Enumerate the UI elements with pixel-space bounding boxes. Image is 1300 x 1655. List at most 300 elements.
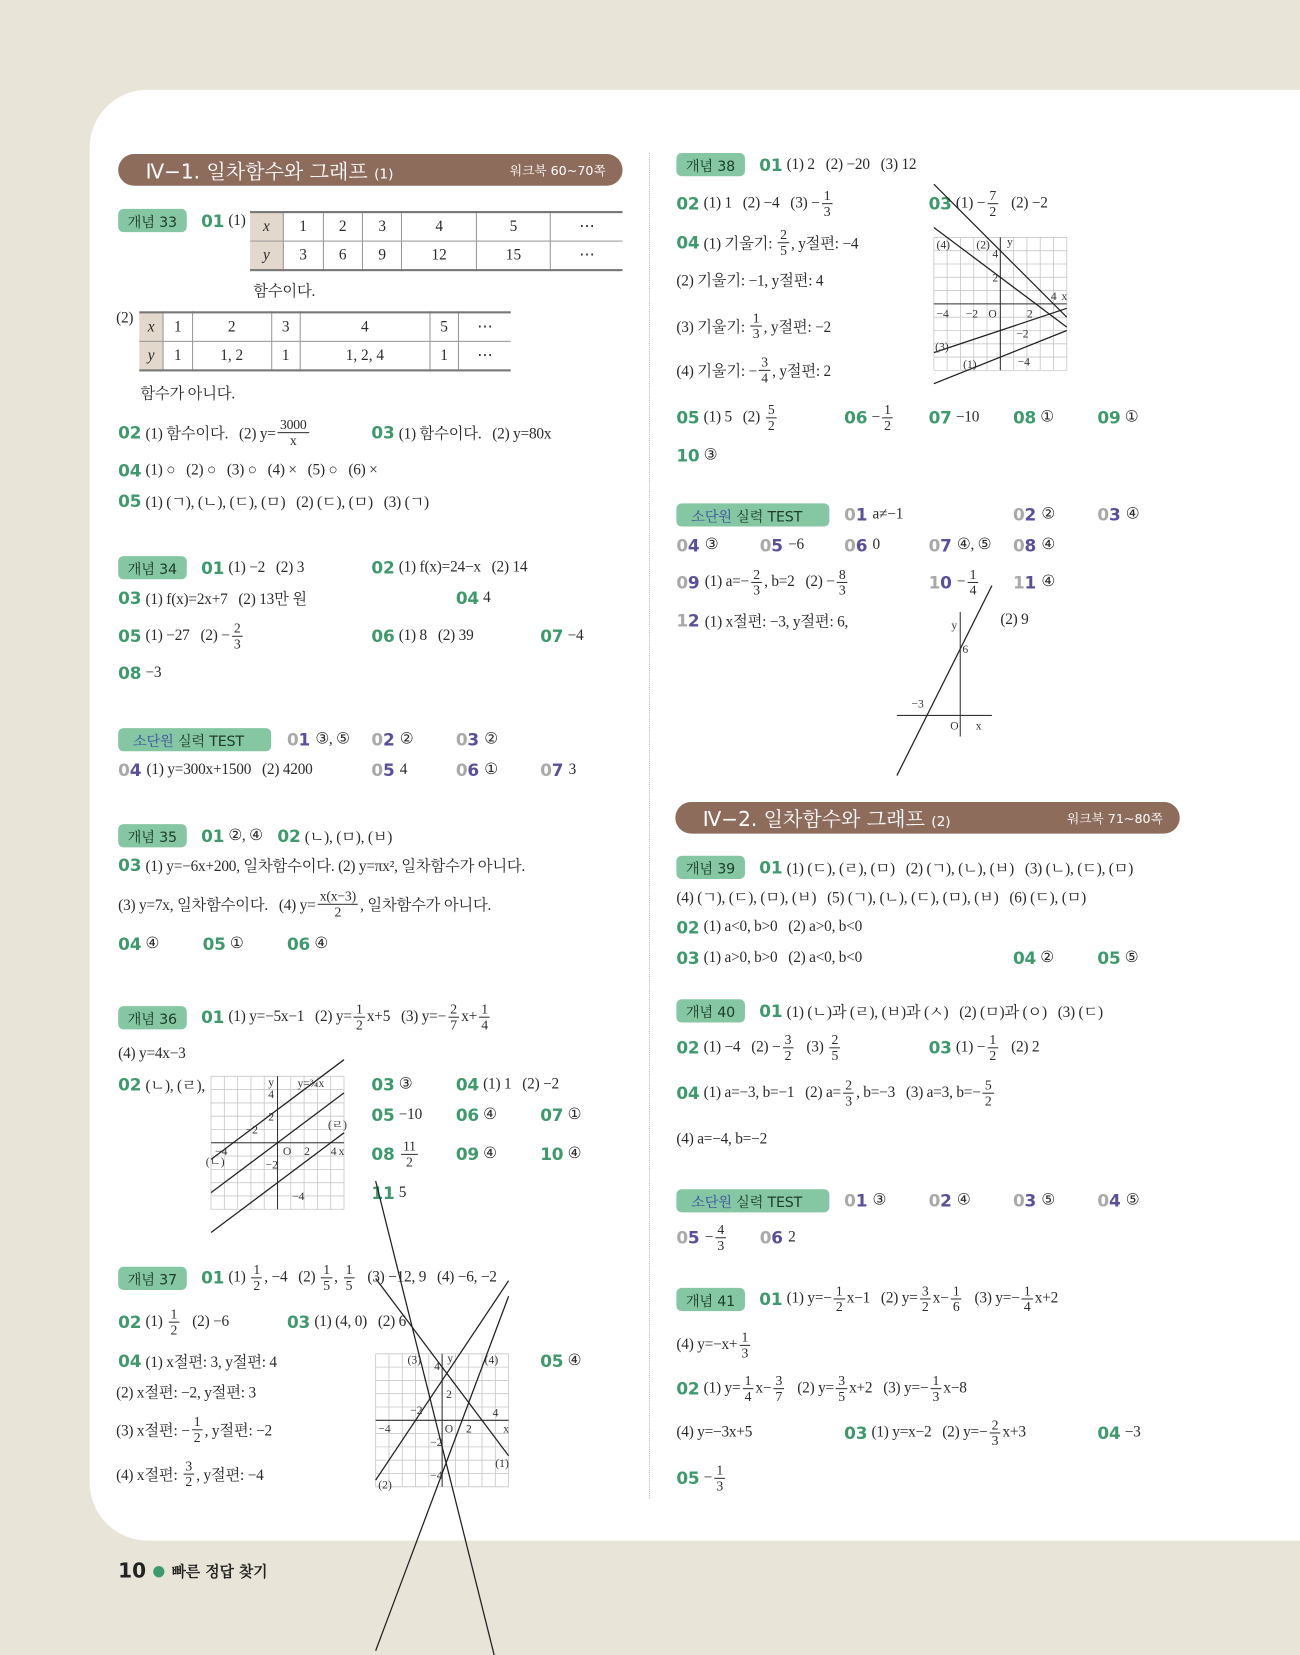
question-number: 05: [676, 1468, 700, 1489]
fraction-numerator: 2: [751, 567, 762, 583]
answer-text: −: [956, 573, 966, 591]
answer-text: (1) (ㄷ), (ㄹ), (ㅁ) (2) (ㄱ), (ㄴ), (ㅂ) (3) (ㄴ), (ㄷ), (ㅁ): [786, 860, 1134, 878]
answer-line: [1013, 572, 1055, 592]
fraction: [766, 403, 777, 434]
answer-text: ④: [483, 1106, 497, 1124]
graph-label: (2): [976, 238, 990, 252]
answer-text: (1) y=−: [786, 1289, 832, 1307]
table-row: [139, 341, 510, 370]
answer-line: [1097, 948, 1138, 968]
fraction: [714, 1463, 725, 1494]
fraction-denominator: 2: [984, 1092, 992, 1109]
answer-text: ④: [314, 935, 328, 953]
concept-badge: 개념 39: [676, 856, 744, 879]
table-cell: 1, 2: [192, 341, 271, 370]
fraction-numerator: 1: [951, 1284, 962, 1300]
answer-text: , y절편: 2: [772, 363, 832, 381]
concept-badge: 개념 36: [118, 1006, 186, 1029]
test-question-number: 03: [1012, 1190, 1037, 1211]
answer-text: x+2: [1034, 1289, 1059, 1307]
question-number: 03: [676, 948, 700, 969]
test-question-number: 05: [676, 1227, 700, 1248]
answer-text: (1) 함수이다. (2) y=: [145, 425, 276, 443]
answer-text: ①: [484, 761, 498, 779]
fraction-numerator: 1: [479, 1002, 490, 1018]
test-question-number: 02: [1012, 504, 1037, 525]
answer-line: [287, 934, 328, 954]
answer-line: [371, 1075, 412, 1095]
answer-line: [118, 461, 377, 481]
answer-text: (1) x절편: 3, y절편: 4: [145, 1354, 277, 1372]
answer-text: ④: [483, 1145, 497, 1163]
fraction-denominator: 2: [784, 1047, 792, 1064]
unit-test-badge-label: 실력 TEST: [736, 508, 803, 526]
fraction: [983, 1078, 994, 1109]
graph-label: 2: [1026, 307, 1033, 321]
graph-label: 2: [446, 1387, 452, 1401]
answer-line: [1097, 505, 1139, 525]
answer-line: [118, 490, 429, 512]
graph-label: 4: [992, 247, 999, 261]
answer-line: [929, 1191, 971, 1211]
fraction-denominator: 5: [780, 242, 787, 258]
answer-line: [1013, 1191, 1055, 1211]
question-number: 06: [844, 407, 868, 428]
table-cell: 1: [163, 312, 192, 341]
graph-label: y: [1006, 235, 1013, 249]
table-cell: ⋯: [551, 241, 623, 270]
answer-line: [456, 1105, 497, 1125]
answer-line: [676, 609, 848, 631]
graph-label: −2: [410, 1403, 423, 1417]
answer-line: [929, 567, 981, 598]
unit-header-title: Ⅳ−2. 일차함수와 그래프: [702, 807, 925, 831]
answer-text: (1) 1 (2) −2: [483, 1075, 559, 1093]
answer-text: , y절편: −2: [204, 1422, 272, 1440]
fraction-denominator: 3: [753, 581, 760, 598]
fraction-denominator: 5: [345, 1277, 353, 1294]
answer-text: x−: [755, 1379, 772, 1397]
coordinate-graph: [205, 1075, 347, 1209]
question-number: 07: [540, 1105, 564, 1126]
answer-text: 0: [872, 536, 880, 554]
question-number: 01: [201, 825, 225, 846]
concept-badge: 개념 41: [676, 1287, 744, 1310]
question-number: 05: [202, 934, 226, 955]
answer-line: [116, 310, 133, 328]
table-header-cell: y: [139, 341, 163, 370]
concept-badge: 개념 35: [118, 824, 186, 847]
fraction: [882, 403, 893, 434]
answer-line: [118, 889, 491, 920]
answer-line: [1013, 408, 1054, 428]
answer-line: [118, 1307, 229, 1338]
graph-label: −3: [911, 697, 924, 711]
answer-text: −3: [1124, 1423, 1141, 1441]
concept-badge: 개념 33: [118, 209, 186, 232]
answer-line: [287, 730, 350, 750]
fraction: [829, 1033, 840, 1064]
fraction: [751, 567, 762, 598]
graph-label: x: [338, 1144, 345, 1158]
value-table-2: [139, 311, 510, 371]
answer-text: ④: [567, 1145, 582, 1163]
answer-text: (1) 기울기:: [703, 235, 776, 253]
fraction-numerator: 3: [836, 1373, 847, 1389]
answer-text: ③: [703, 446, 718, 464]
question-number: 03: [287, 1312, 311, 1333]
answer-line: [287, 1312, 406, 1332]
answer-line: [760, 536, 804, 556]
answer-text: (1): [228, 1268, 250, 1286]
workbook-pages: 워크북 71~80쪽: [1067, 810, 1163, 826]
test-question-number: 04: [118, 760, 142, 781]
answer-text: (1) (ㄴ)과 (ㄹ), (ㅂ)과 (ㅅ) (2) (ㅁ)과 (ㅇ) (3) (ㄷ): [786, 1004, 1103, 1021]
fraction: [168, 1307, 179, 1338]
answer-line: [371, 422, 551, 444]
footer-title: 빠른 정답 찾기: [171, 1563, 268, 1581]
table-cell: 5: [476, 212, 550, 241]
table-cell: 1, 2, 4: [300, 341, 430, 370]
fraction-numerator: 1: [168, 1307, 179, 1323]
answer-text: 5: [398, 1184, 407, 1202]
graph-label: −2: [245, 1123, 258, 1137]
answer-line: [844, 1418, 1026, 1449]
answer-line: [118, 728, 271, 751]
question-number: 02: [277, 825, 301, 846]
fraction-numerator: 1: [751, 311, 762, 327]
question-number: 03: [118, 855, 142, 876]
question-number: 02: [118, 1074, 142, 1095]
graph-label: −4: [215, 1144, 228, 1158]
test-question-number: 01: [287, 729, 311, 750]
question-number: 01: [759, 857, 783, 878]
fraction-numerator: 1: [967, 567, 978, 583]
fraction-numerator: 1: [739, 1330, 750, 1346]
answer-line: [118, 854, 525, 876]
test-question-number: 04: [676, 535, 700, 556]
fraction-numerator: 3: [759, 355, 770, 371]
answer-text: (3) 기울기:: [676, 319, 749, 337]
fraction-numerator: 2: [843, 1078, 854, 1094]
question-number: 04: [676, 232, 700, 253]
answer-line: [1000, 611, 1028, 629]
table-cell: 3: [283, 241, 323, 270]
answer-text: (1) y=−6x+200, 일차함수이다. (2) y=πx², 일차함수가 아니다.: [145, 858, 526, 876]
graph-label: −4: [378, 1422, 391, 1436]
answer-line: [676, 188, 834, 219]
answer-text: ①: [567, 1106, 582, 1124]
answer-text: x+2 (3) y=−: [849, 1379, 929, 1397]
fraction-denominator: 7: [450, 1016, 457, 1033]
graph-label: O: [282, 1144, 292, 1158]
fraction: [192, 1414, 203, 1445]
test-question-number: 02: [928, 1190, 952, 1211]
page-footer: [118, 1560, 267, 1583]
answer-text: (2) 2: [1000, 1038, 1040, 1056]
fraction-numerator: 2: [448, 1002, 459, 1018]
question-number: 03: [118, 588, 142, 609]
question-number: 04: [118, 1351, 142, 1372]
answer-text: (1) 2 (2) −20 (3) 12: [786, 155, 917, 173]
coordinate-graph: [897, 612, 992, 737]
answer-text: (2) y=: [786, 1379, 834, 1397]
answer-text: (1) (ㄱ), (ㄴ), (ㄷ), (ㅁ) (2) (ㄷ), (ㅁ) (3) (ㄱ): [145, 494, 429, 512]
answer-text: (1) −27 (2) −: [145, 627, 230, 645]
graph-label: −4: [292, 1190, 305, 1204]
question-number: 03: [928, 193, 952, 214]
unit-test-badge-label: 실력 TEST: [736, 1194, 803, 1212]
answer-text: (1) ○ (2) ○ (3) ○ (4) × (5) ○ (6) ×: [145, 461, 378, 479]
question-number: 03: [844, 1422, 868, 1443]
question-number: 09: [455, 1144, 479, 1165]
graph-label: 6: [962, 643, 969, 657]
fraction: [344, 1263, 355, 1294]
table-cell: 3: [362, 212, 402, 241]
fraction: [837, 567, 848, 598]
fraction-denominator: 3: [741, 1344, 749, 1361]
unit-test-badge: [676, 503, 829, 526]
table-row: [250, 212, 622, 241]
fraction-numerator: x(x−3): [318, 889, 358, 905]
answer-line: [676, 227, 858, 258]
answer-text: ⑤: [1041, 1191, 1055, 1209]
answer-line: [929, 1033, 1040, 1064]
graph-label: 4: [330, 1144, 337, 1158]
answer-text: ⑤: [1125, 1191, 1140, 1209]
question-number: 04: [455, 588, 479, 609]
answer-text: (2) 기울기: −1, y절편: 4: [676, 272, 824, 290]
question-number: 02: [118, 1312, 142, 1333]
table-header-cell: x: [250, 212, 283, 241]
fraction-numerator: 1: [344, 1263, 355, 1279]
answer-text: (1) −4 (2) −: [703, 1038, 781, 1056]
answer-line: [371, 730, 413, 750]
answer-text: (1) 함수이다. (2) y=80x: [398, 425, 552, 443]
answer-line: [1097, 408, 1138, 428]
fraction-denominator: 2: [835, 1298, 843, 1315]
answer-text: (4) (ㄱ), (ㄷ), (ㅁ), (ㅂ) (5) (ㄱ), (ㄴ), (ㄷ), (ㅁ), (ㅂ) (6) (ㄷ), (ㅁ): [676, 890, 1087, 907]
answer-text: 3: [568, 761, 577, 779]
answer-line: [676, 403, 778, 434]
concept-badge: 개념 38: [676, 153, 744, 176]
unit-header-title: Ⅳ−1. 일차함수와 그래프: [145, 159, 368, 184]
answer-text: (3): [795, 1038, 828, 1056]
answer-text: (1) a=−3, b=−1 (2) a=: [703, 1084, 841, 1102]
answer-text: (1) f(x)=24−x (2) 14: [398, 558, 528, 576]
answer-line: [140, 381, 235, 403]
graph-label: −2: [430, 1435, 443, 1449]
question-number: 01: [759, 1288, 783, 1309]
answer-line: [1097, 1423, 1140, 1443]
graph-label: (3): [935, 340, 949, 354]
fraction-denominator: 4: [969, 581, 977, 598]
answer-line: [676, 269, 823, 291]
fraction: [448, 1002, 459, 1033]
answer-text: (4) a=−4, b=−2: [676, 1130, 768, 1148]
graph-label: 4: [268, 1087, 275, 1101]
graph-label: (ㄹ): [328, 1118, 347, 1132]
answer-text: (3) y=−: [963, 1289, 1020, 1307]
fraction: [836, 1373, 847, 1404]
answer-text: (1) x절편: −3, y절편: 6,: [704, 613, 849, 631]
test-question-number: 06: [455, 760, 479, 781]
unit-test-badge-prefix: 소단원: [691, 1194, 732, 1212]
fraction-denominator: 4: [761, 369, 768, 386]
answer-line: [118, 417, 311, 448]
table-cell: 4: [300, 312, 430, 341]
answer-line: [844, 505, 903, 525]
fraction-numerator: 1: [714, 1463, 725, 1479]
answer-text: (2) 9: [1000, 611, 1029, 629]
question-number: 01: [759, 1000, 783, 1021]
fraction-denominator: 2: [334, 903, 342, 920]
fraction-numerator: 1: [987, 1033, 998, 1049]
fraction-numerator: 2: [829, 1033, 840, 1049]
fraction-denominator: 5: [323, 1277, 330, 1294]
answer-text: , 일차함수가 아니다.: [360, 897, 492, 915]
unit-header-part: (2): [931, 814, 951, 830]
answer-text: (1) −: [955, 194, 986, 212]
answer-line: [456, 760, 498, 780]
test-question-number: 01: [844, 1190, 868, 1211]
fraction: [354, 1002, 365, 1033]
answer-line: [118, 1074, 205, 1096]
answer-line: [116, 1381, 256, 1403]
answer-text: (4) y=−3x+5: [676, 1423, 753, 1441]
fraction-denominator: 2: [767, 417, 775, 434]
concept-badge: 개념 40: [676, 999, 744, 1022]
unit-test-badge: [676, 1189, 829, 1212]
answer-text: x+5 (3) y=−: [366, 1008, 447, 1026]
answer-line: [929, 536, 992, 556]
fraction: [1022, 1284, 1033, 1315]
unit-header-part: (1): [374, 166, 394, 183]
answer-line: [676, 1330, 752, 1361]
answer-line: [1097, 1191, 1139, 1211]
table-header-cell: y: [250, 241, 283, 270]
answer-text: x−8: [943, 1379, 967, 1397]
question-number: 03: [371, 1074, 395, 1095]
answer-line: [676, 948, 862, 968]
bullet-icon: ●: [152, 1562, 166, 1580]
test-question-number: 09: [676, 572, 700, 593]
answer-text: −10: [398, 1106, 423, 1124]
table-cell: 9: [362, 241, 402, 270]
test-question-number: 06: [844, 535, 868, 556]
answer-line: [371, 760, 407, 780]
question-number: 02: [118, 422, 142, 443]
fraction-numerator: 1: [321, 1263, 332, 1279]
fraction: [843, 1078, 854, 1109]
graph-label: y: [447, 1352, 454, 1366]
answer-line: [844, 1191, 886, 1211]
fraction: [773, 1373, 784, 1404]
answer-text: 함수가 아니다.: [140, 385, 235, 403]
test-question-number: 10: [928, 572, 952, 593]
question-number: 01: [759, 154, 783, 175]
fraction: [401, 1139, 418, 1170]
answer-line: [760, 1228, 796, 1248]
fraction: [739, 1330, 750, 1361]
question-number: 03: [371, 422, 395, 443]
concept-badge: 개념 34: [118, 556, 186, 579]
table-cell: 5: [430, 312, 459, 341]
fraction-numerator: 8: [837, 567, 848, 583]
answer-text: (4) 기울기: −: [676, 363, 757, 381]
fraction: [318, 889, 358, 920]
answer-text: ,: [334, 1268, 342, 1286]
column-divider: [649, 153, 650, 1498]
answer-text: 4: [483, 589, 491, 607]
question-number: 04: [118, 934, 142, 955]
test-question-number: 04: [1097, 1190, 1121, 1211]
fraction-denominator: 2: [185, 1473, 193, 1490]
answer-line: [118, 621, 245, 652]
fraction-denominator: 2: [253, 1277, 261, 1294]
fraction-numerator: 1: [834, 1284, 845, 1300]
answer-line: [203, 934, 244, 954]
answer-line: [676, 886, 1086, 908]
answer-text: , b=2 (2) −: [764, 573, 835, 591]
graph-label: 4: [492, 1406, 499, 1420]
answer-text: (2) −2: [1000, 194, 1048, 212]
answer-line: [1013, 505, 1055, 525]
graph-label: −2: [965, 307, 979, 321]
question-number: 02: [676, 1037, 700, 1058]
fraction: [232, 621, 243, 652]
answer-text: (2) x절편: −2, y절편: 3: [116, 1384, 256, 1402]
question-number: 01: [201, 210, 225, 231]
fraction: [822, 188, 833, 219]
answer-text: a≠−1: [872, 505, 904, 523]
fraction: [278, 417, 309, 448]
fraction-denominator: 3: [932, 1388, 940, 1404]
answer-text: −10: [955, 408, 980, 426]
fraction-denominator: 4: [481, 1016, 488, 1033]
answer-text: ②: [1041, 505, 1055, 523]
answer-text: (1): [145, 1313, 167, 1331]
graph-label: O: [444, 1422, 454, 1436]
fraction-denominator: 2: [193, 1429, 201, 1446]
answer-text: (4) x절편:: [116, 1467, 182, 1485]
answer-text: (2): [116, 309, 134, 327]
test-question-number: 12: [676, 610, 700, 631]
table-cell: 1: [163, 341, 192, 370]
workbook-pages: 워크북 60~70쪽: [509, 163, 606, 178]
answer-text: (1) a<0, b>0 (2) a>0, b<0: [703, 918, 863, 936]
graph-label: x: [975, 719, 982, 733]
table-cell: 2: [323, 212, 363, 241]
fraction-numerator: 2: [778, 227, 789, 243]
fraction: [834, 1284, 845, 1315]
table-header-cell: x: [139, 312, 163, 341]
fraction-numerator: 7: [987, 188, 998, 204]
answer-text: (1) 1 (2) −4 (3) −: [703, 194, 820, 212]
fraction-denominator: 2: [406, 1153, 413, 1170]
table-cell: 12: [402, 241, 476, 270]
graph-label: (1): [963, 357, 977, 371]
fraction-denominator: 2: [355, 1016, 363, 1033]
table-cell: 1: [271, 341, 300, 370]
answer-text: (1) y=−5x−1 (2) y=: [228, 1008, 352, 1026]
answer-line: [676, 1222, 728, 1253]
fraction-denominator: 3: [717, 1237, 725, 1254]
answer-text: ①: [1040, 408, 1054, 426]
fraction-denominator: 3: [823, 203, 831, 219]
fraction: [989, 1418, 1000, 1449]
graph-label: y: [951, 618, 958, 632]
